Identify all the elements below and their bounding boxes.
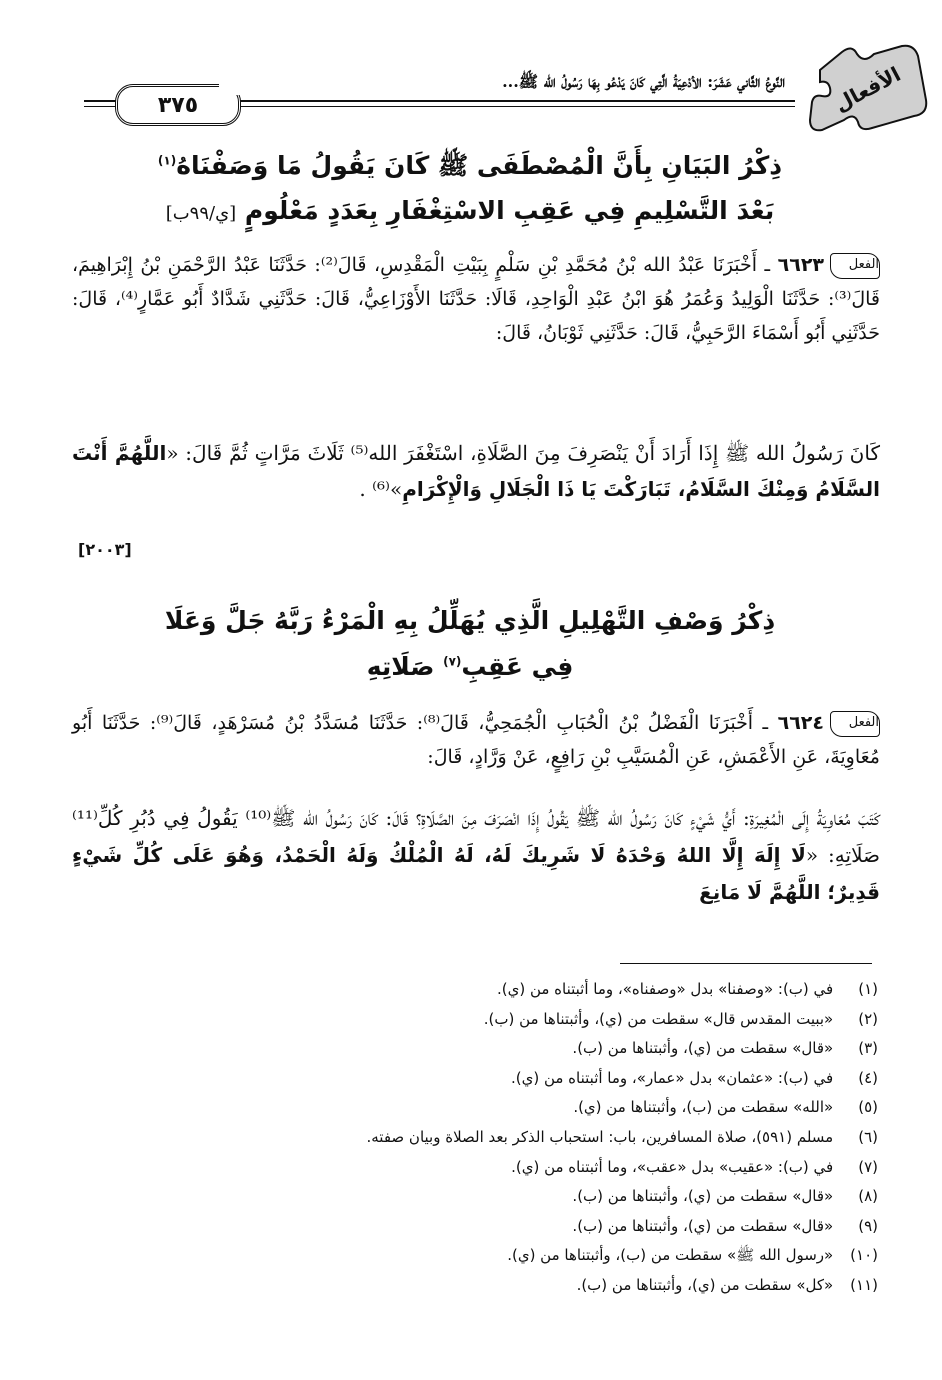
- footnote-text: «قال» سقطت من (ي)، وأثبتناها من (ب).: [572, 1039, 834, 1058]
- footnote-number: (٤): [858, 1068, 878, 1087]
- footnote-item: [100, 1034, 878, 1064]
- heading-2-line-2a: فِي عَقِبِ: [461, 652, 574, 681]
- footnote-text: «قال» سقطت من (ي)، وأثبتناها من (ب).: [572, 1216, 834, 1235]
- footnote-ref-1: (١): [157, 153, 177, 168]
- hadith-6623-isnad: [72, 248, 880, 350]
- hadith-6624-isnad: [72, 706, 880, 774]
- section-badge: الفعل: [830, 711, 880, 737]
- footnote-text: «الله» سقطت من (ب)، وأثبتناها من (ي).: [573, 1098, 834, 1117]
- footnote-text: في (ب): «عثمان» بدل «عمار»، وما أثبتناه من (ي).: [510, 1068, 834, 1087]
- footnote-number: (٦): [858, 1127, 878, 1146]
- footnote-item: [100, 1212, 878, 1242]
- dua-text: اللَّهُمَّ أَنْتَ السَّلَامُ وَمِنْكَ السَّلَامُ، تَبَارَكْتَ يَا ذَا الْجَلَالِ وَالْإِكْرَامِ: [72, 441, 880, 501]
- footnote-number: (٢): [858, 1009, 878, 1028]
- footnote-number: (١١): [850, 1275, 878, 1294]
- footnote-number: (١): [858, 980, 878, 998]
- footnote-item: [100, 1123, 878, 1153]
- hadith-number: ٦٦٢٤: [777, 712, 824, 734]
- footnote-number: (٩): [858, 1216, 878, 1235]
- heading-2-line-1: ذِكْرُ وَصْفِ التَّهْلِيلِ الَّذِي يُهَلِّلُ بِهِ الْمَرْءُ رَبَّهُ جَلَّ وَعَلَا: [164, 606, 776, 635]
- hadith-6623-matn: [72, 435, 880, 507]
- footnote-item: [100, 1005, 878, 1035]
- dua-text: لَا إِلَهَ إِلَّا اللهُ وَحْدَهُ لَا شَرِيكَ لَهُ، لَهُ الْمُلْكُ وَلَهُ الْحَمْدُ، وَهُوَ عَلَى كُلِّ شَيْءٍ قَدِيرٌ؛ اللَّهُمَّ لَا مَانِعَ: [72, 843, 880, 904]
- hadith-number: ٦٦٢٣: [777, 254, 825, 276]
- footnote-number: (٣): [858, 1039, 878, 1058]
- section-label: الأفعال: [830, 61, 905, 117]
- footnote-text: «ببيت المقدس قال» سقطت من (ي)، وأثبتناها من (ب).: [483, 1009, 834, 1028]
- chapter-heading-1-cont: [60, 196, 880, 225]
- heading-1-line-1: ذِكْرُ البَيَانِ بِأَنَّ الْمُصْطَفَى ﷺ كَانَ يَقُولُ مَا وَصَفْنَاهُ: [176, 151, 783, 180]
- matn-text: كَتَبَ مُعَاوِيَةُ إِلَى الْمُغِيرَةِ: أَيُّ شَيْءٍ كَانَ رَسُولُ الله ﷺ يَقُولُ إِذَا انْصَرَفَ مِنَ الصَّلَاةِ؟ قَالَ: كَانَ رَسُولُ الله ﷺ⁽¹⁰⁾ يَقُولُ فِي دُبُرِ كُلِّ⁽¹¹⁾ صَلَاتِهِ: «: [72, 806, 880, 867]
- footnote-item: [100, 1064, 878, 1094]
- footnote-separator: [620, 963, 872, 964]
- footnote-text: في (ب): «عقيب» بدل «عقب»، وما أثبتناه من (ي).: [511, 1157, 834, 1176]
- page-header: [70, 40, 930, 140]
- page-number: ٣٧٥: [115, 84, 241, 126]
- isnad-text: ـ أَخْبَرَنَا عَبْدُ الله بْنُ مُحَمَّدِ بْنِ سَلْمٍ بِبَيْتِ الْمَقْدِسِ، قَالَ⁽²⁾: حَدَّثَنَا عَبْدُ الرَّحْمَنِ بْنُ إِبْرَاهِيمَ، قَالَ⁽³⁾: حَدَّثَنَا الْوَلِيدُ وَعُمَرُ هُوَ ابْنُ عَبْدِ الْوَاحِدِ، قَالَا: حَدَّثَنَا الأَوْزَاعِيُّ، قَالَ: حَدَّثَنِي شَدَّادٌ أَبُو عَمَّارٍ⁽⁴⁾، قَالَ: حَدَّثَنِي أَبُو أَسْمَاءَ الرَّحَبِيُّ، قَالَ: حَدَّثَنِي ثَوْبَانُ، قَالَ:: [72, 254, 881, 344]
- footnote-text: «كل» سقطت من (ي)، وأثبتناها من (ب).: [576, 1275, 834, 1294]
- footnote-text: «رسول الله ﷺ» سقطت من (ب)، وأثبتناها من (ي).: [507, 1246, 834, 1265]
- chapter-heading-1: [60, 150, 880, 187]
- section-badge: الفعل: [830, 253, 880, 279]
- heading-1-line-2: بَعْدَ التَّسْلِيمِ فِي عَقِبِ الاسْتِغْفَارِ بِعَدَدٍ مَعْلُومٍ: [244, 196, 775, 225]
- matn-end: »⁽⁶⁾ .: [359, 477, 403, 501]
- footnote-number: (٧): [858, 1157, 878, 1176]
- puzzle-piece-icon: [802, 40, 930, 140]
- footnote-item: [100, 1182, 878, 1212]
- chapter-heading-2: [60, 606, 880, 635]
- footnote-text: مسلم (٥٩١)، صلاة المسافرين، باب: استحباب الذكر بعد الصلاة وبيان صفته.: [366, 1127, 834, 1146]
- footnote-item: [100, 975, 878, 1005]
- running-title: النَّوعُ الثَّاني عَشَرَ: الأدْعِيَةُ الَّتِي كَانَ يَدْعُو بِهَا رَسُولُ الله ﷺ...: [219, 72, 785, 95]
- source-ref: [٢٠٠٣]: [78, 540, 132, 559]
- manuscript-ref: [ي/٩٩ب]: [165, 203, 237, 224]
- footnote-item: [100, 1153, 878, 1183]
- footnote-item: [100, 1093, 878, 1123]
- footnote-text: في (ب): «وصفنا» بدل «وصفناه»، وما أثبتناه من (ي).: [496, 980, 834, 998]
- footnote-number: (٨): [858, 1187, 878, 1206]
- footnote-ref-7: (٧): [443, 654, 462, 669]
- footnote-number: (٥): [858, 1098, 878, 1117]
- footnote-number: (١٠): [850, 1246, 878, 1265]
- footnote-item: [100, 1241, 878, 1271]
- footnote-item: [100, 1271, 878, 1301]
- matn-text: كَانَ رَسُولُ الله ﷺ إِذَا أَرَادَ أَنْ يَنْصَرِفَ مِنَ الصَّلَاةِ، اسْتَغْفَرَ الله⁽⁵⁾ ثَلَاثَ مَرَّاتٍ ثُمَّ قَالَ: «: [166, 441, 880, 465]
- footnote-text: «قال» سقطت من (ي)، وأثبتناها من (ب).: [572, 1187, 834, 1206]
- isnad-text: ـ أَخْبَرَنَا الْفَضْلُ بْنُ الْحُبَابِ الْجُمَحِيُّ، قَالَ⁽⁸⁾: حَدَّثَنَا مُسَدَّدُ بْنُ مُسَرْهَدٍ، قَالَ⁽⁹⁾: حَدَّثَنَا أَبُو مُعَاوِيَةَ، عَنِ الأَعْمَشِ، عَنِ الْمُسَيَّبِ بْنِ رَافِعٍ، عَنْ وَرَّادٍ، قَالَ:: [72, 712, 880, 768]
- footnotes: [100, 975, 878, 1301]
- chapter-heading-2-cont: [60, 652, 880, 681]
- hadith-6624-matn: [72, 800, 880, 911]
- heading-2-line-2b: صَلَاتِهِ: [366, 652, 435, 681]
